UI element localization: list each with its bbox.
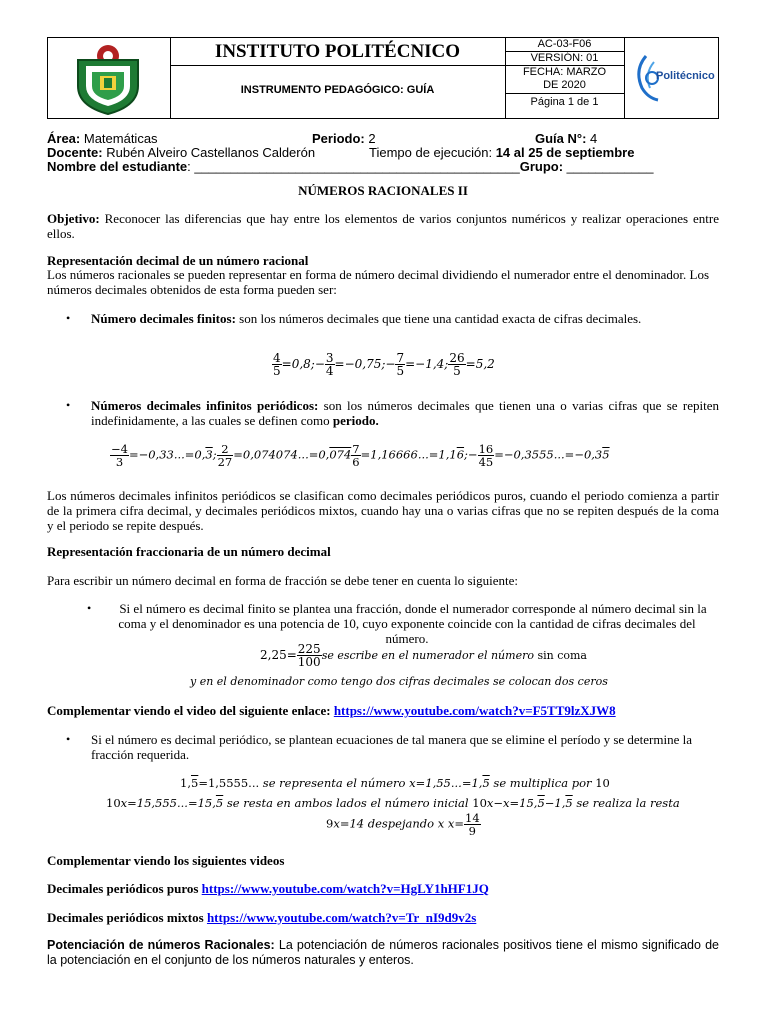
finitos-label: Número decimales finitos:: [91, 311, 236, 326]
tiempo-value: 14 al 25 de septiembre: [492, 145, 635, 160]
objetivo-paragraph: [47, 211, 719, 241]
periodo-label: Periodo:: [312, 131, 365, 146]
doc-version: VERSIÓN: 01: [530, 52, 599, 64]
potenciacion-paragraph: [47, 938, 719, 968]
bullet-icon: •: [66, 732, 71, 746]
eq3-note1b: sin coma: [533, 649, 587, 662]
puros-line: [47, 881, 719, 896]
bullet-periodicos: [91, 398, 719, 428]
objetivo-label: Objetivo:: [47, 211, 100, 226]
area-value: Matemáticas: [80, 131, 158, 146]
grupo-blank: ____________: [563, 159, 654, 174]
doc-page: Página 1 de 1: [530, 96, 599, 108]
info-row-3: [47, 159, 727, 174]
area-label: Área:: [47, 131, 81, 146]
periodo-value: 2: [364, 131, 376, 146]
page-title: NÚMEROS RACIONALES II: [298, 183, 468, 198]
eq3-note2: y en el denominador como tengo dos cifras decimales se colocan dos ceros: [190, 675, 608, 688]
periodicos-text: son los números decimales que tienen una o varias cifras que se repiten indefinidamente, a las cuales se definen como: [91, 398, 719, 428]
equation-periodicos: $\frac{-4}{3}$ =−0,33...=0,3; $\frac{2}{27}$ =0,074074...=0,074 $\frac{7}{6}$ =1,16666...=1,16;− $\frac{16}{45}$ =−0,3555...=−0,35: [111, 442, 610, 469]
bullet-icon: •: [66, 398, 71, 412]
doc-code: AC-03-F06: [537, 38, 592, 50]
video1-label: Complementar viendo el video del siguiente enlace:: [47, 703, 334, 718]
eq3-note1: se escribe en el numerador el número: [321, 649, 534, 662]
nombre-blank: : _____________________________________________: [187, 159, 520, 174]
document-header: [47, 37, 719, 119]
equation-periodico-2: 10x=15,555...=15,5 se resta en ambos lados el número inicial 10x−x=15,5−1,5 se realiza la resta: [106, 796, 680, 810]
periodicos-paragraph: Los números decimales infinitos periódicos se clasifican como decimales periódicos puros, cuando el periodo comienza a partir de la primera cifra decimal, y decimales periódicos mixtos, cuando hay una o varias cifras que no se repiten después de la coma y el periodo se repite después.: [47, 488, 719, 533]
puros-link[interactable]: https://www.youtube.com/watch?v=HgLY1hHF1JQ: [201, 881, 489, 896]
bullet-icon: •: [66, 311, 71, 325]
bullet-icon: •: [87, 601, 92, 615]
docente-label: Docente:: [47, 145, 103, 160]
docente-value: Rubén Alveiro Castellanos Calderón: [102, 145, 316, 160]
section2-title: Representación fraccionaria de un número decimal: [47, 544, 331, 559]
bullet-decimal-periodico: Si el número es decimal periódico, se plantean ecuaciones de tal manera que se elimine el período y se determine la fracción requerida.: [91, 732, 693, 762]
doc-date-line2: DE 2020: [543, 79, 586, 91]
puros-label: Decimales periódicos puros: [47, 881, 202, 896]
finitos-text: son los números decimales que tiene una cantidad exacta de cifras decimales.: [235, 311, 642, 326]
guia-label: Guía N°:: [535, 131, 587, 146]
equation-finito-fraccion: 2,25= $\frac{225}{100}$ se escribe en el numerador el número sin coma: [260, 642, 587, 669]
objetivo-text: Reconocer las diferencias que hay entre los elementos de varios conjuntos numéricos y realizar operaciones entre ellos.: [47, 211, 719, 241]
videos-label: Complementar viendo los siguientes videos: [47, 853, 285, 868]
institute-logo: [70, 42, 146, 116]
potenciacion-text: La potenciación de números racionales positivos tiene el mismo significado de la potenciación en el conjunto de los números naturales y enteros.: [47, 938, 719, 967]
equation-finitos: $\frac{4}{5}$ =0,8;− $\frac{3}{4}$ =−0,75;− $\frac{7}{5}$ =−1,4; $\frac{26}{5}$ =5,2: [273, 351, 495, 378]
doc-date: [505, 66, 624, 92]
periodicos-label: Números decimales infinitos periódicos:: [91, 398, 319, 413]
grupo-label: Grupo:: [519, 159, 564, 174]
politecnico-logo: [628, 48, 716, 108]
mixtos-label: Decimales periódicos mixtos: [47, 910, 207, 925]
nombre-label: Nombre del estudiante: [47, 159, 188, 174]
institute-title: INSTITUTO POLITÉCNICO: [214, 41, 461, 62]
instrument-title: INSTRUMENTO PEDAGÓGICO: GUÍA: [240, 84, 435, 96]
guia-value: 4: [586, 131, 598, 146]
bullet-finitos: [91, 311, 719, 326]
video1-line: [47, 703, 727, 718]
bullet-decimal-finito: Si el número es decimal finito se plantea una fracción, donde el numerador corresponde al número decimal sin la coma y el denominador es una potencia de 10, cuyo exponente coincide con la cantidad de cifras decimales del número.: [118, 601, 707, 646]
equation-periodico-3: 9x=14 despejando x x= $\frac{14}{9}$: [326, 811, 480, 838]
equation-periodico-1: 1,5=1,5555... se representa el número x=1,55...=1,5 se multiplica por 10: [180, 776, 610, 790]
section1-text: Los números racionales se pueden representar en forma de número decimal dividiendo el numerador entre el denominador. Los números decimales obtenidos de esta forma pueden ser:: [47, 267, 710, 297]
section1-title: Representación decimal de un número racional: [47, 253, 309, 268]
doc-date-line1: FECHA: MARZO: [522, 66, 607, 78]
tiempo-label: Tiempo de ejecución:: [369, 145, 493, 160]
mixtos-link[interactable]: https://www.youtube.com/watch?v=Tr_nI9d9v2s: [206, 910, 477, 925]
mixtos-line: [47, 910, 719, 925]
periodo-word: periodo.: [332, 413, 379, 428]
politecnico-logo-text: Politécnico: [656, 70, 715, 82]
video1-link[interactable]: https://www.youtube.com/watch?v=F5TT9lzXJW8: [333, 703, 616, 718]
potenciacion-label: Potenciación de números Racionales:: [47, 938, 275, 952]
section2-text: Para escribir un número decimal en forma de fracción se debe tener en cuenta lo siguiente:: [47, 573, 519, 588]
